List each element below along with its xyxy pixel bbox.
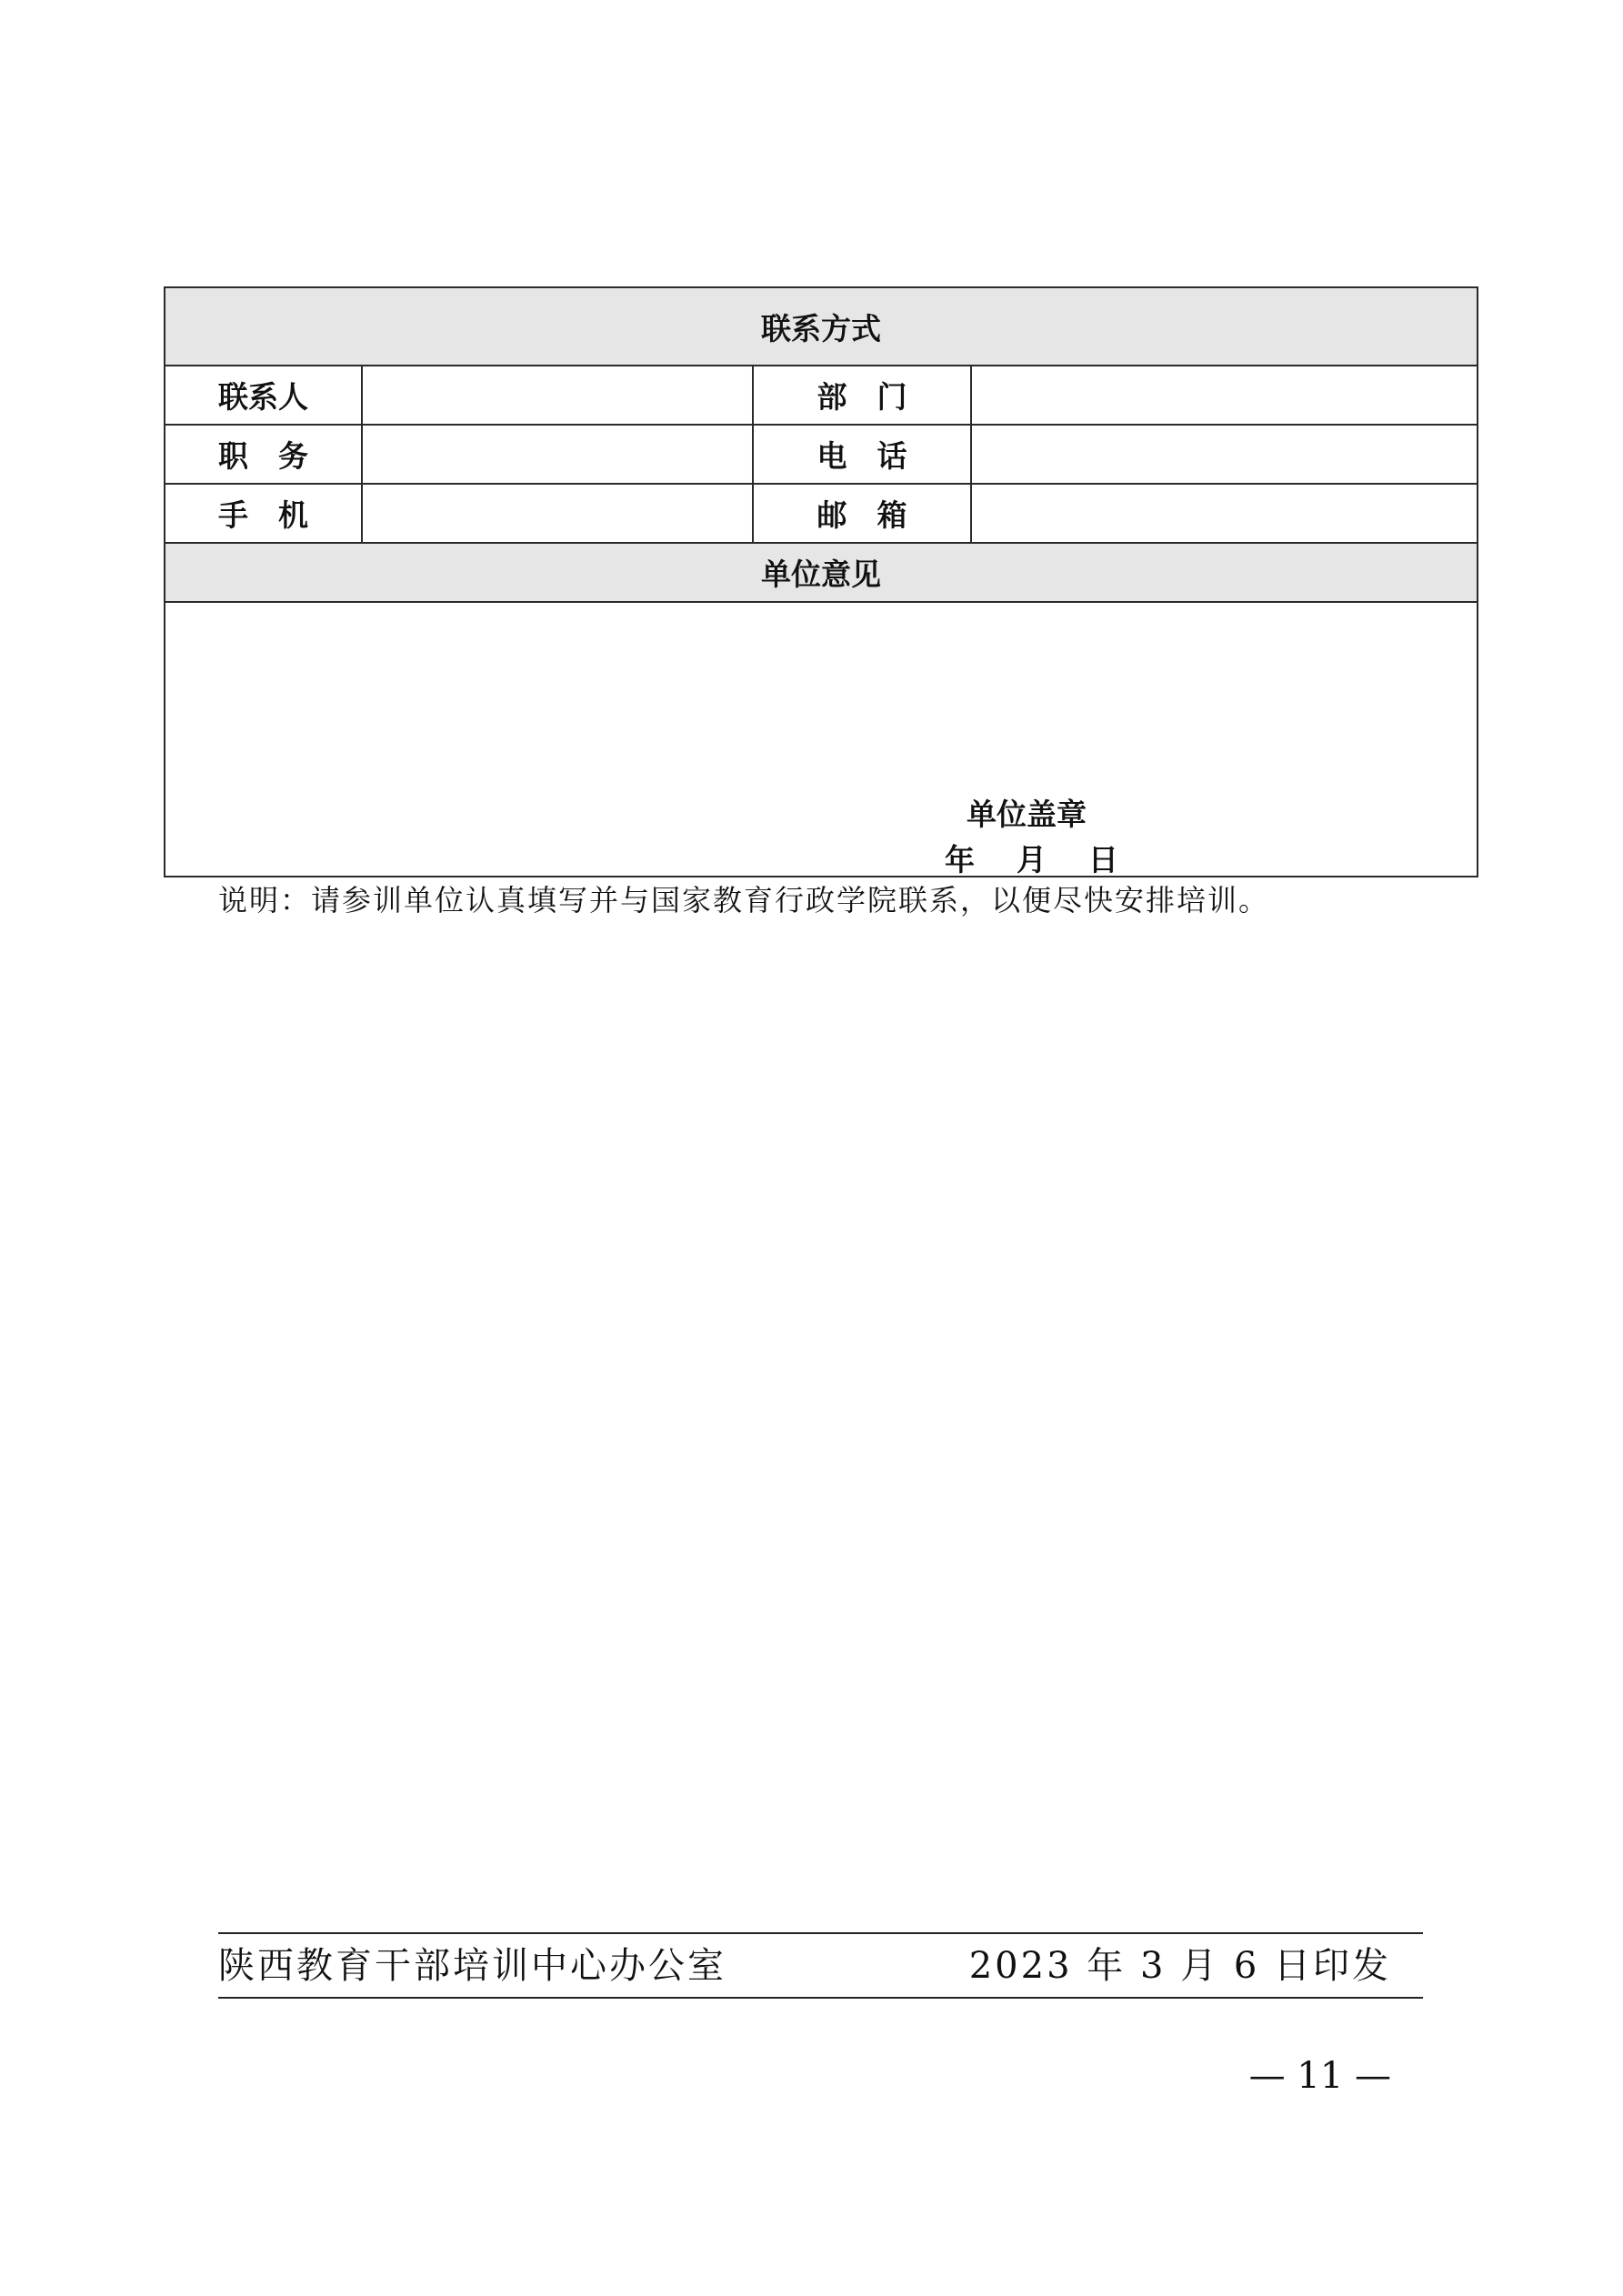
table-row (165, 366, 1478, 425)
opinion-field[interactable] (165, 602, 1478, 877)
email-field[interactable] (971, 484, 1478, 543)
email-label: 邮 箱 (753, 484, 971, 543)
page-number: — 11 — (1248, 2055, 1391, 2097)
position-field[interactable] (362, 425, 753, 484)
department-label: 部 门 (753, 366, 971, 425)
opinion-section-header: 单位意见 (165, 543, 1478, 602)
mobile-field[interactable] (362, 484, 753, 543)
contact-form-table (164, 286, 1478, 877)
form-note: 说明：请参训单位认真填写并与国家教育行政学院联系，以便尽快安排培训。 (218, 883, 1270, 917)
phone-label: 电 话 (753, 425, 971, 484)
footer-top-rule (218, 1932, 1423, 1934)
seal-label: 单位盖章 (967, 797, 1087, 832)
contact-person-label: 联系人 (165, 366, 362, 425)
phone-field[interactable] (971, 425, 1478, 484)
footer-issue-date: 2023 年 3 月 6 日印发 (968, 1945, 1391, 1987)
mobile-label: 手 机 (165, 484, 362, 543)
footer-issuer: 陕西教育干部培训中心办公室 (218, 1945, 726, 1987)
seal-block (945, 792, 1308, 883)
seal-date-line: 年 月 日 (945, 842, 1118, 877)
position-label: 职 务 (165, 425, 362, 484)
footer-bottom-rule (218, 1997, 1423, 1999)
table-row (165, 484, 1478, 543)
department-field[interactable] (971, 366, 1478, 425)
contact-person-field[interactable] (362, 366, 753, 425)
contact-section-header: 联系方式 (165, 287, 1478, 366)
table-row (165, 425, 1478, 484)
